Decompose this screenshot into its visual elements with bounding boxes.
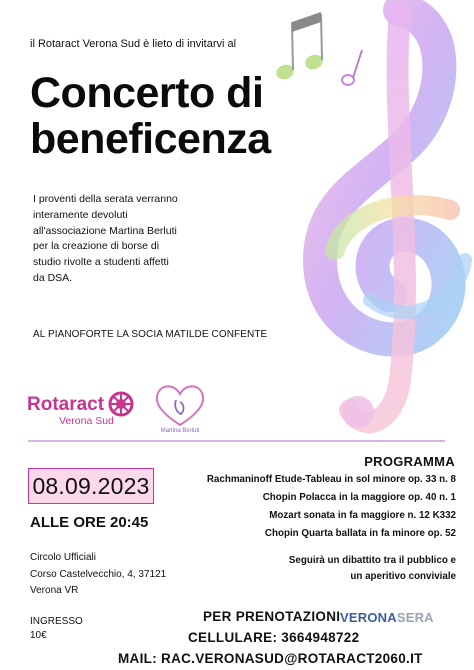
rotaract-logo-name: Rotaract [27, 394, 105, 415]
intro-text: il Rotaract Verona Sud è lieto di invitarvi al [30, 38, 237, 50]
booking-label: PER PRENOTAZIONI [203, 609, 341, 624]
description-line: all'associazione Martina Berluti [33, 224, 177, 237]
rotaract-logo [27, 390, 137, 430]
program-item: Rachmaninoff Etude-Tableau in sol minore op. 33 n. 8 [206, 474, 456, 485]
divider [28, 440, 445, 442]
program-item: Mozart sonata in fa maggiore n. 12 K332 [269, 510, 456, 521]
description-line: per la creazione di borse di [33, 240, 160, 253]
watermark-part-b: SERA [396, 610, 434, 625]
event-date: 08.09.2023 [28, 468, 154, 504]
berluti-logo [150, 380, 210, 435]
rotaract-logo-sub: Verona Sud [59, 415, 114, 427]
debate-line: un aperitivo conviviale [350, 571, 456, 582]
program-item: Chopin Polacca in la maggiore op. 40 n. 1 [262, 492, 456, 503]
venue-line: Verona VR [30, 585, 79, 596]
description-line: studio rivolte a studenti affetti [33, 256, 169, 269]
treble-clef-illustration [250, 0, 474, 445]
description-line: interamente devoluti [33, 208, 128, 221]
music-note-icon [274, 12, 362, 85]
performer-text: AL PIANOFORTE LA SOCIA MATILDE CONFENTE [33, 329, 268, 340]
ticket-info [30, 615, 83, 643]
debate-note [289, 553, 456, 585]
rotary-wheel-icon [107, 390, 135, 418]
program-item: Chopin Quarta ballata in fa minore op. 52 [264, 528, 456, 539]
ticket-label: INGRESSO [30, 616, 83, 627]
venue-line: Circolo Ufficiali [30, 552, 96, 563]
program-list [207, 471, 456, 543]
description-line: da DSA. [33, 271, 73, 284]
ticket-price: 10€ [30, 630, 47, 641]
description-line: I proventi della serata verranno [33, 193, 178, 205]
venue-address [30, 550, 166, 600]
program-title: PROGRAMMA [364, 454, 455, 469]
title-line-1: Concerto di [30, 69, 264, 117]
venue-line: Corso Castelvecchio, 4, 37121 [30, 568, 167, 580]
title-line-2: beneficenza [30, 115, 271, 163]
watermark [340, 610, 434, 625]
email-contact: MAIL: RAC.VERONASUD@ROTARACT2060.IT [118, 651, 423, 666]
heart-logo-icon [150, 380, 210, 435]
page-title [30, 70, 271, 162]
description [33, 192, 233, 287]
phone-contact: CELLULARE: 3664948722 [188, 630, 360, 645]
berluti-logo-text: Martina Berluti [160, 428, 200, 434]
watermark-part-a: VERONA [340, 610, 397, 625]
debate-line: Seguirà un dibattito tra il pubblico e [288, 555, 456, 566]
event-time: ALLE ORE 20:45 [30, 514, 149, 531]
